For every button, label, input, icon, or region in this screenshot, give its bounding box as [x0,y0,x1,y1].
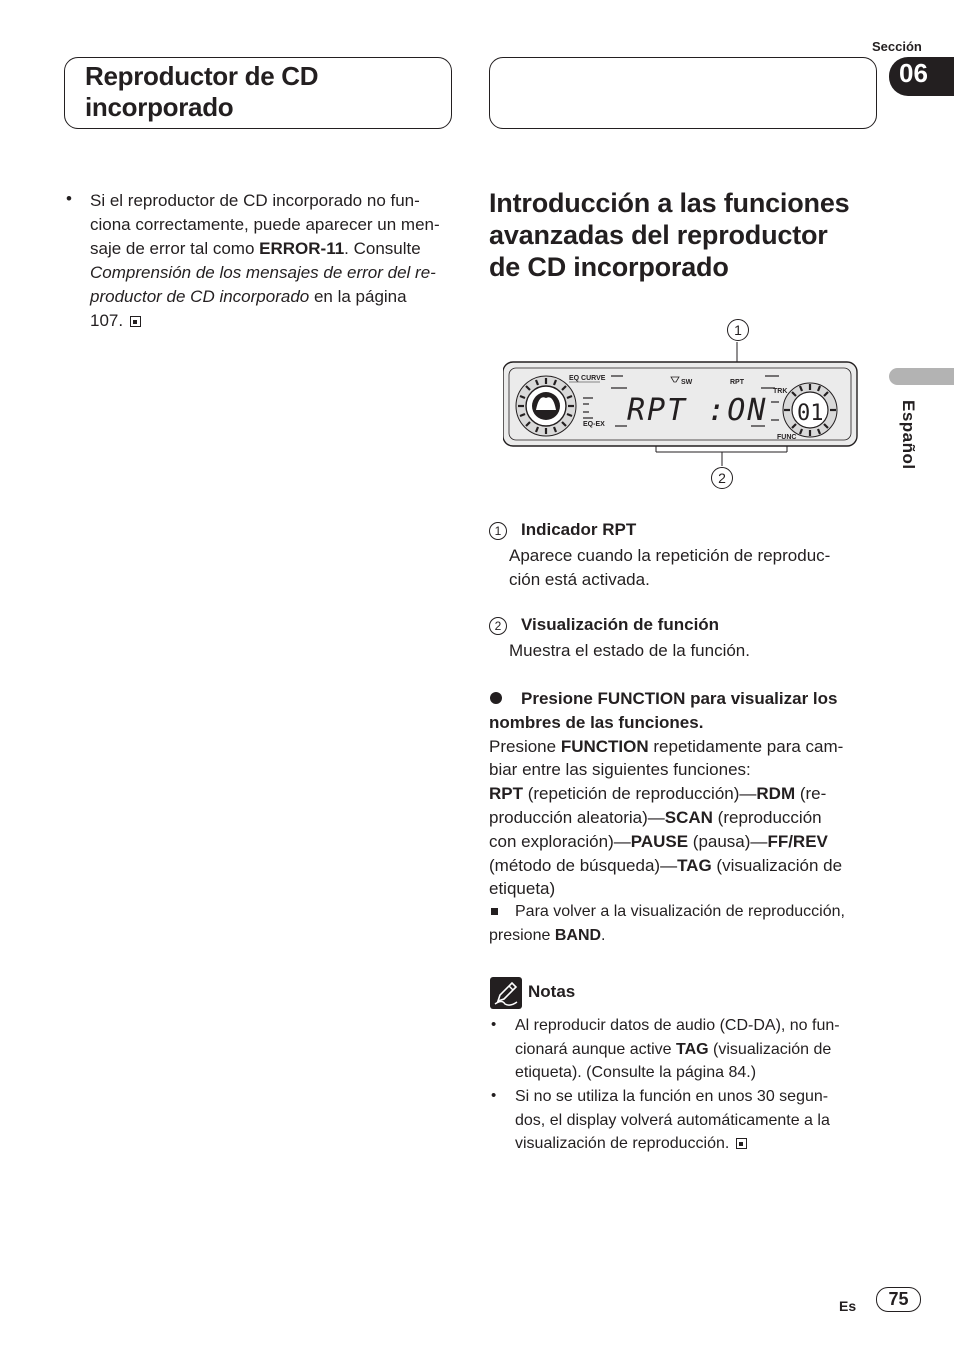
track-number: 01 [797,401,824,426]
section-label: Sección [872,39,922,54]
header-title: Reproductor de CD incorporado [85,61,319,122]
header-empty-box [489,57,877,129]
error-message-paragraph: Si el reproductor de CD incorporado no fun- ciona correctamente, puede aparecer un men- saje de error tal como ERROR-11. Consulte Comprensión de los mensajes de error del re- productor de CD incorporado en la página 107. [90,191,440,330]
item-2-description: Muestra el estado de la función. [509,641,750,660]
cd-display-illustration [503,340,863,480]
rpt-indicator: RPT [730,379,744,386]
item-2-title: Visualización de función [521,615,720,634]
item-1-number: 1 [489,522,507,540]
note-text: Para volver a la visualización de reproducción, presione BAND. [489,903,845,944]
item-1-title: Indicador RPT [521,520,637,539]
end-mark-icon [736,1138,747,1149]
end-mark-icon [130,316,141,327]
procedure-text: Presione FUNCTION para visualizar los nombres de las funciones. Presione FUNCTION repetidamente para cam- biar entre las siguientes funciones: RPT (repetición de reproducción)—RDM (re- producción aleatoria)—SCAN (reproducción con exploración)—PAUSE (pausa)—FF/REV (método de búsqueda)—TAG (visualización de etiqueta) [489,689,844,899]
trk-label: TRK [773,388,788,395]
bullet: • [491,1087,497,1104]
sw-label: SW [681,379,693,386]
callout-2: 2 [711,467,733,489]
callout-1: 1 [727,319,749,341]
page-number: 75 [876,1287,921,1312]
note-2-text: Si no se utiliza la función en unos 30 segun- dos, el display volverá automáticamente a la visualización de reproducción. [515,1088,830,1152]
left-dial-icon [516,376,576,436]
bullet: • [66,189,72,208]
eq-ex-label: EQ-EX [583,421,605,428]
language-code: Es [839,1298,857,1314]
section-heading: Introducción a las funciones avanzadas del reproductor de CD incorporado [489,188,850,282]
item-1-description: Aparece cuando la repetición de reproduc- ción está activada. [509,546,831,589]
display-main-text: RPT :ON [627,393,768,428]
func-label: FUNC [777,434,797,441]
item-2-number: 2 [489,617,507,635]
notes-label: Notas [528,982,576,1001]
notes-pencil-icon [490,977,522,1009]
bullet: • [491,1016,497,1033]
eq-curve-label: EQ CURVE [569,375,606,382]
note-1-text: Al reproducir datos de audio (CD-DA), no fun- cionará aunque active TAG (visualización de etiqueta). (Consulte la página 84.) [515,1017,840,1081]
language-tab [889,368,954,385]
language-label: Español [899,400,918,470]
section-number: 06 [899,58,928,88]
header-title-box [64,57,452,129]
